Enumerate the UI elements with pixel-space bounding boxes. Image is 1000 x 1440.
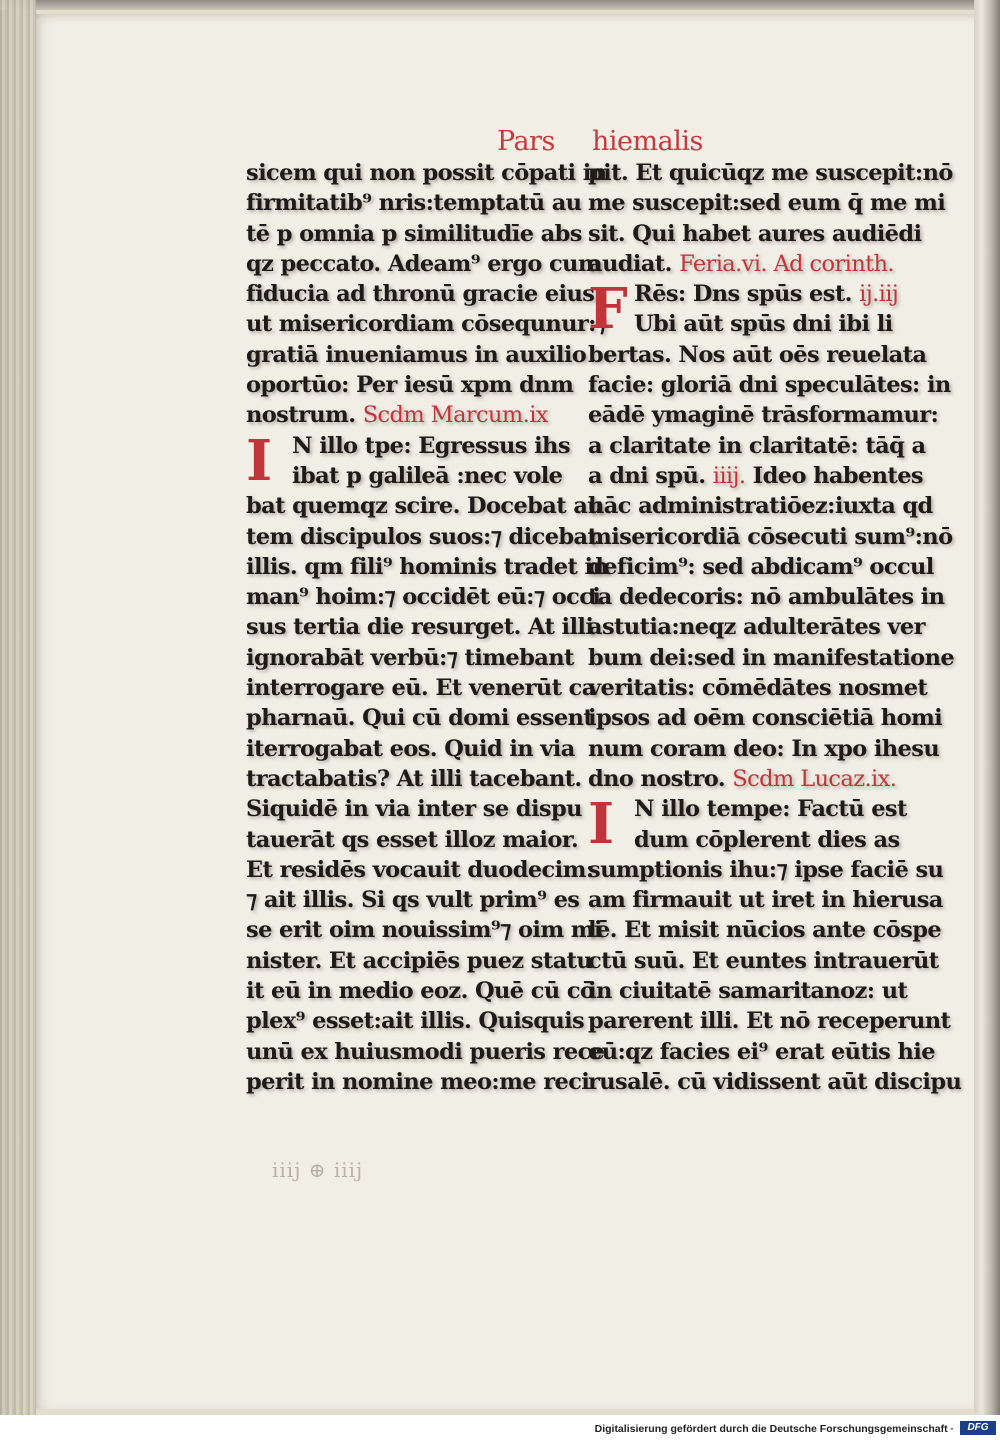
text-line: ibat p galileā :nec vole xyxy=(292,462,563,489)
text-line: tem discipulos suos:⁊ dicebat xyxy=(246,523,598,550)
initial-block xyxy=(246,427,570,494)
text-line: in ciuitatē samaritanoz: ut xyxy=(588,978,908,1005)
text-line: hāc administratiōez:iuxta qd xyxy=(588,493,933,520)
text-column-left xyxy=(246,158,609,1097)
text-line: sus tertia die resurget. At illi xyxy=(246,614,594,641)
text-line: eādē ymaginē trāsformamur: xyxy=(588,402,939,429)
text-line: pit. Et quicūqz me suscepit:nō xyxy=(588,160,953,186)
text-line: interrogare eū. Et venerūt ca xyxy=(246,675,596,702)
text-line: plex⁹ esset:ait illis. Quisquis xyxy=(246,1008,585,1035)
page-fore-edge xyxy=(974,0,1000,1415)
binding-gutter xyxy=(0,0,36,1415)
text-line: astutia:neqz adulterātes ver xyxy=(588,614,925,641)
text-line: num coram deo: In xpo ihesu xyxy=(588,735,940,762)
rubric-line xyxy=(588,764,908,794)
digitization-footer xyxy=(0,1415,1000,1440)
text-fragment: audiat. xyxy=(588,250,672,277)
text-line: pharnaū. Qui cū domi essent xyxy=(246,705,594,732)
text-line: N illo tempe: Factū est xyxy=(634,796,907,823)
text-line: tauerāt qs esset illoz maior. xyxy=(246,826,579,853)
rubric-iiij: iiij. xyxy=(712,462,746,489)
text-line: bertas. Nos aūt oēs reuelata xyxy=(588,341,927,368)
rubric-line xyxy=(588,279,908,309)
initial-block xyxy=(588,276,908,343)
text-line: me suscepit:sed eum q̄ me mi xyxy=(588,190,946,217)
text-line: a claritate in claritatē: tāq̄ a xyxy=(588,432,926,459)
text-line: oportūo: Per iesū xpm dnm xyxy=(246,372,574,399)
text-fragment: Rēs: Dns spūs est. xyxy=(634,281,852,308)
text-fragment: nostrum. xyxy=(246,402,356,429)
rubric-chapter-ref: ij.iij xyxy=(859,281,899,308)
rubric-line xyxy=(246,400,546,430)
text-line: bum dei:sed in manifestatione xyxy=(588,644,955,671)
text-line: dum cōplerent dies as xyxy=(634,826,900,853)
text-line: ta dedecoris: nō ambulātes in xyxy=(588,584,945,611)
red-initial-letter: I xyxy=(588,791,614,858)
text-line: fiducia ad thronū gracie eius: xyxy=(246,281,603,308)
text-line: rusalē. cū vidissent aūt discipu xyxy=(588,1068,962,1095)
text-line: Siquidē in via inter se dispu xyxy=(246,796,582,823)
text-line: qz peccato. Adeam⁹ ergo cum xyxy=(246,250,602,277)
text-line: iterrogabat eos. Quid in via xyxy=(246,735,575,762)
text-line: tractabatis? At illi tacebant. xyxy=(246,765,582,792)
text-line: sumptionis ihu:⁊ ipse faciē su xyxy=(588,856,944,883)
page-stack-edge xyxy=(0,0,1000,10)
text-line: veritatis: cōmēdātes nosmet xyxy=(588,675,928,702)
text-line: deficim⁹: sed abdicam⁹ occul xyxy=(588,553,934,580)
rubric-feria: Feria.vi. Ad corinth. xyxy=(679,250,894,277)
footer-credit: Digitalisierung gefördert durch die Deutsche Forschungsgemeinschaft · xyxy=(594,1423,954,1435)
rubric-lucas: Scdm Lucaz.ix. xyxy=(732,765,897,792)
dfg-logo: DFG xyxy=(960,1421,996,1435)
text-line: se erit oim nouissim⁹⁊ oim mi xyxy=(246,917,602,944)
text-line: eū:qz facies ei⁹ erat eūtis hie xyxy=(588,1038,935,1065)
text-line: ut misericordiam cōsequnur:⁊ xyxy=(246,311,607,338)
text-line: sit. Qui habet aures audiēdi xyxy=(588,220,922,247)
text-fragment: a dni spū. xyxy=(588,462,706,489)
text-line: N illo tpe: Egressus ihs xyxy=(292,432,570,459)
initial-block xyxy=(588,791,908,858)
text-line: tē p omnia p similitudīe abs xyxy=(246,220,582,247)
text-line: gratiā inueniamus in auxilio xyxy=(246,341,587,368)
text-line: sicem qui non possit cōpati in xyxy=(246,160,607,186)
text-line: ⁊ ait illis. Si qs vult prim⁹ es xyxy=(246,887,580,914)
text-fragment: Ideo habentes xyxy=(752,462,924,489)
text-line: Ubi aūt spūs dni ibi li xyxy=(634,311,893,338)
text-line: nister. Et accipiēs puez statu xyxy=(246,947,593,974)
running-head-right: hiemalis xyxy=(592,126,703,157)
text-line: lē. Et misit nūcios ante cōspe xyxy=(588,917,942,944)
text-column-right xyxy=(588,158,962,1097)
text-line: misericordiā cōsecuti sum⁹:nō xyxy=(588,523,953,550)
text-line: it eū in medio eoz. Quē cū cō xyxy=(246,978,595,1005)
text-line: am firmauit ut iret in hierusa xyxy=(588,887,943,914)
text-line: perit in nomine meo:me reci xyxy=(246,1068,590,1095)
text-line: ctū suū. Et euntes intrauerūt xyxy=(588,947,939,974)
text-line: parerent illi. Et nō receperunt xyxy=(588,1008,951,1035)
red-initial-letter: I xyxy=(246,427,272,494)
running-head-left: Pars xyxy=(497,126,555,157)
text-line: unū ex huiusmodi pueris rece xyxy=(246,1038,605,1065)
text-line: Et residēs vocauit duodecim: xyxy=(246,856,594,883)
text-line: illis. qm fili⁹ hominis tradet in xyxy=(246,553,609,580)
text-line: facie: gloriā dni speculātes: in xyxy=(588,372,951,399)
text-line: bat quemqz scire. Docebat au xyxy=(246,493,604,520)
text-line: man⁹ hoim:⁊ occidēt eū:⁊ occi xyxy=(246,584,601,611)
text-line: firmitatib⁹ nris:temptatū au xyxy=(246,190,582,217)
rubric-marcum: Scdm Marcum.ix xyxy=(362,402,548,429)
rubric-line xyxy=(588,461,924,491)
signature-mark: iiij ⊕ iiij xyxy=(272,1158,364,1182)
text-fragment: dno nostro. xyxy=(588,765,726,792)
text-line: ignorabāt verbū:⁊ timebant xyxy=(246,644,574,671)
text-line: ipsos ad oēm consciētiā homi xyxy=(588,705,943,732)
rubric-line xyxy=(588,249,908,279)
red-initial-letter: F xyxy=(588,276,628,343)
